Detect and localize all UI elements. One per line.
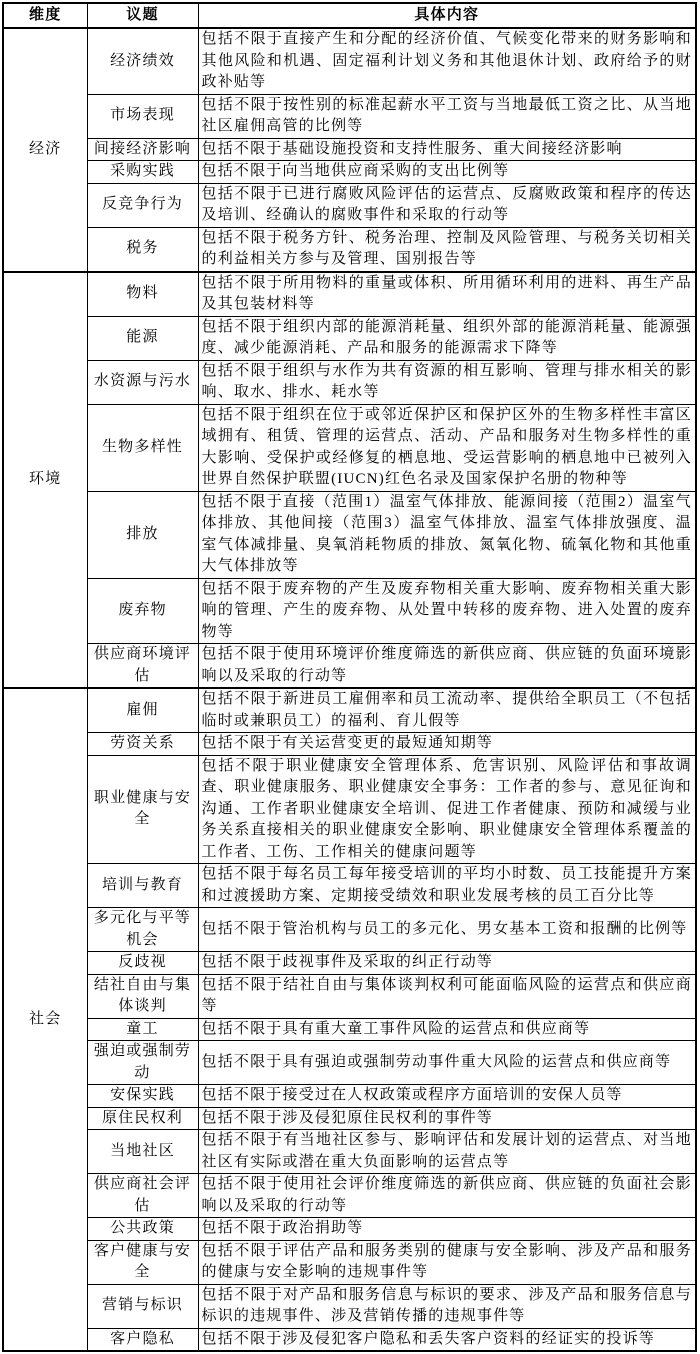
topic-cell: 反歧视 <box>87 952 198 975</box>
content-cell: 包括不限于向当地供应商采购的支出比例等 <box>198 161 696 184</box>
table-row <box>3 864 696 908</box>
topic-cell: 童工 <box>87 1018 198 1041</box>
table-body <box>3 28 696 1351</box>
content-cell: 包括不限于涉及侵犯原住民权利的事件等 <box>198 1107 696 1130</box>
content-cell: 包括不限于具有重大童工事件风险的运营点和供应商等 <box>198 1018 696 1041</box>
topic-cell: 采购实践 <box>87 161 198 184</box>
content-cell: 包括不限于使用社会评价维度筛选的新供应商、供应链的负面社会影响以及采取的行动等 <box>198 1174 696 1218</box>
table-row <box>3 161 696 184</box>
content-cell: 包括不限于对产品和服务信息与标识的要求、涉及产品和服务信息与标识的违规事件、涉及营销传播的违规事件等 <box>198 1284 696 1328</box>
table-row <box>3 360 696 404</box>
topic-cell: 经济绩效 <box>87 28 198 94</box>
table-row <box>3 1328 696 1351</box>
topic-cell: 公共政策 <box>87 1218 198 1241</box>
topic-cell: 生物多样性 <box>87 404 198 491</box>
content-cell: 包括不限于职业健康安全管理体系、危害识别、风险评估和事故调查、职业健康服务、职业健康安全事务：工作者的参与、意见征询和沟通、工作者职业健康安全培训、促进工作者健康、预防和减缓与业务关系直接相关的职业健康安全影响、职业健康安全管理体系覆盖的工作者、工伤、工作相关的健康问题等 <box>198 755 696 864</box>
topic-cell: 客户健康与安全 <box>87 1240 198 1284</box>
content-cell: 包括不限于组织在位于或邻近保护区和保护区外的生物多样性丰富区域拥有、租赁、管理的运营点、活动、产品和服务对生物多样性的重大影响、受保护或经修复的栖息地、受运营影响的栖息地中已被列入世界自然保护联盟(IUCN)红色名录及国家保护名册的物种等 <box>198 404 696 491</box>
content-cell: 包括不限于按性别的标准起薪水平工资与当地最低工资之比、从当地社区雇佣高管的比例等 <box>198 94 696 138</box>
topic-cell: 能源 <box>87 316 198 360</box>
content-cell: 包括不限于所用物料的重量或体积、所用循环利用的进料、再生产品及其包装材料等 <box>198 272 696 317</box>
table-row <box>3 1174 696 1218</box>
table-row <box>3 974 696 1018</box>
topic-cell: 间接经济影响 <box>87 138 198 161</box>
content-cell: 包括不限于有当地社区参与、影响评估和发展计划的运营点、对当地社区有实际或潜在重大负面影响的运营点等 <box>198 1130 696 1174</box>
topic-cell: 安保实践 <box>87 1085 198 1108</box>
topic-cell: 强迫或强制劳动 <box>87 1041 198 1085</box>
topic-cell: 结社自由与集体谈判 <box>87 974 198 1018</box>
table-row <box>3 1284 696 1328</box>
table-row <box>3 952 696 975</box>
topic-cell: 劳资关系 <box>87 733 198 756</box>
content-cell: 包括不限于结社自由与集体谈判权利可能面临风险的运营点和供应商等 <box>198 974 696 1018</box>
topic-cell: 客户隐私 <box>87 1328 198 1351</box>
content-cell: 包括不限于直接产生和分配的经济价值、气候变化带来的财务影响和其他风险和机遇、固定福利计划义务和其他退休计划、政府给予的财政补贴等 <box>198 28 696 94</box>
dimension-cell: 经济 <box>3 28 87 272</box>
table-row <box>3 1107 696 1130</box>
topic-cell: 营销与标识 <box>87 1284 198 1328</box>
content-cell: 包括不限于新进员工雇佣率和员工流动率、提供给全职员工（不包括临时或兼职员工）的福利、育儿假等 <box>198 688 696 733</box>
content-cell: 包括不限于有关运营变更的最短通知期等 <box>198 733 696 756</box>
content-cell: 包括不限于废弃物的产生及废弃物相关重大影响、废弃物相关重大影响的管理、产生的废弃物、从处置中转移的废弃物、进入处置的废弃物等 <box>198 578 696 644</box>
content-cell: 包括不限于组织内部的能源消耗量、组织外部的能源消耗量、能源强度、减少能源消耗、产品和服务的能源需求下降等 <box>198 316 696 360</box>
table-row <box>3 688 696 733</box>
table-row <box>3 183 696 227</box>
table-row <box>3 1240 696 1284</box>
content-cell: 包括不限于管治机构与员工的多元化、男女基本工资和报酬的比例等 <box>198 908 696 952</box>
table-row <box>3 1130 696 1174</box>
esg-topics-table <box>2 2 697 1352</box>
table-row <box>3 644 696 689</box>
content-cell: 包括不限于已进行腐败风险评估的运营点、反腐败政策和程序的传达及培训、经确认的腐败事件和采取的行动等 <box>198 183 696 227</box>
table-row <box>3 316 696 360</box>
topic-cell: 市场表现 <box>87 94 198 138</box>
table-row <box>3 94 696 138</box>
content-cell: 包括不限于涉及侵犯客户隐私和丢失客户资料的经证实的投诉等 <box>198 1328 696 1351</box>
topic-cell: 原住民权利 <box>87 1107 198 1130</box>
col-header-content: 具体内容 <box>198 3 696 28</box>
table-row <box>3 733 696 756</box>
table-row <box>3 227 696 272</box>
topic-cell: 职业健康与安全 <box>87 755 198 864</box>
content-cell: 包括不限于直接（范围1）温室气体排放、能源间接（范围2）温室气体排放、其他间接（范围3）温室气体排放、温室气体排放强度、温室气体减排量、臭氧消耗物质的排放、氮氧化物、硫氧化物和其他重大气体排放等 <box>198 491 696 578</box>
topic-cell: 培训与教育 <box>87 864 198 908</box>
table-row <box>3 404 696 491</box>
content-cell: 包括不限于评估产品和服务类别的健康与安全影响、涉及产品和服务的健康与安全影响的违规事件等 <box>198 1240 696 1284</box>
content-cell: 包括不限于接受过在人权政策或程序方面培训的安保人员等 <box>198 1085 696 1108</box>
table-row <box>3 1041 696 1085</box>
table-row <box>3 578 696 644</box>
topic-cell: 物料 <box>87 272 198 317</box>
topic-cell: 供应商环境评估 <box>87 644 198 689</box>
col-header-dimension: 维度 <box>3 3 87 28</box>
dimension-cell: 社会 <box>3 688 87 1351</box>
topic-cell: 多元化与平等机会 <box>87 908 198 952</box>
content-cell: 包括不限于每名员工每年接受培训的平均小时数、员工技能提升方案和过渡援助方案、定期接受绩效和职业发展考核的员工百分比等 <box>198 864 696 908</box>
table-row <box>3 138 696 161</box>
dimension-cell: 环境 <box>3 272 87 689</box>
table-row <box>3 1218 696 1241</box>
content-cell: 包括不限于歧视事件及采取的纠正行动等 <box>198 952 696 975</box>
table-row <box>3 491 696 578</box>
topic-cell: 当地社区 <box>87 1130 198 1174</box>
content-cell: 包括不限于税务方针、税务治理、控制及风险管理、与税务关切相关的利益相关方参与及管理、国别报告等 <box>198 227 696 272</box>
table-row <box>3 755 696 864</box>
content-cell: 包括不限于使用环境评价维度筛选的新供应商、供应链的负面环境影响以及采取的行动等 <box>198 644 696 689</box>
topic-cell: 税务 <box>87 227 198 272</box>
topic-cell: 排放 <box>87 491 198 578</box>
table-row <box>3 272 696 317</box>
content-cell: 包括不限于政治捐助等 <box>198 1218 696 1241</box>
table-header <box>3 3 696 28</box>
topic-cell: 雇佣 <box>87 688 198 733</box>
table-row <box>3 1085 696 1108</box>
topic-cell: 水资源与污水 <box>87 360 198 404</box>
col-header-topic: 议题 <box>87 3 198 28</box>
content-cell: 包括不限于基础设施投资和支持性服务、重大间接经济影响 <box>198 138 696 161</box>
content-cell: 包括不限于具有强迫或强制劳动事件重大风险的运营点和供应商等 <box>198 1041 696 1085</box>
content-cell: 包括不限于组织与水作为共有资源的相互影响、管理与排水相关的影响、取水、排水、耗水等 <box>198 360 696 404</box>
table-row <box>3 908 696 952</box>
topic-cell: 废弃物 <box>87 578 198 644</box>
topic-cell: 供应商社会评估 <box>87 1174 198 1218</box>
header-row <box>3 3 696 28</box>
table-row <box>3 28 696 94</box>
table-row <box>3 1018 696 1041</box>
topic-cell: 反竞争行为 <box>87 183 198 227</box>
